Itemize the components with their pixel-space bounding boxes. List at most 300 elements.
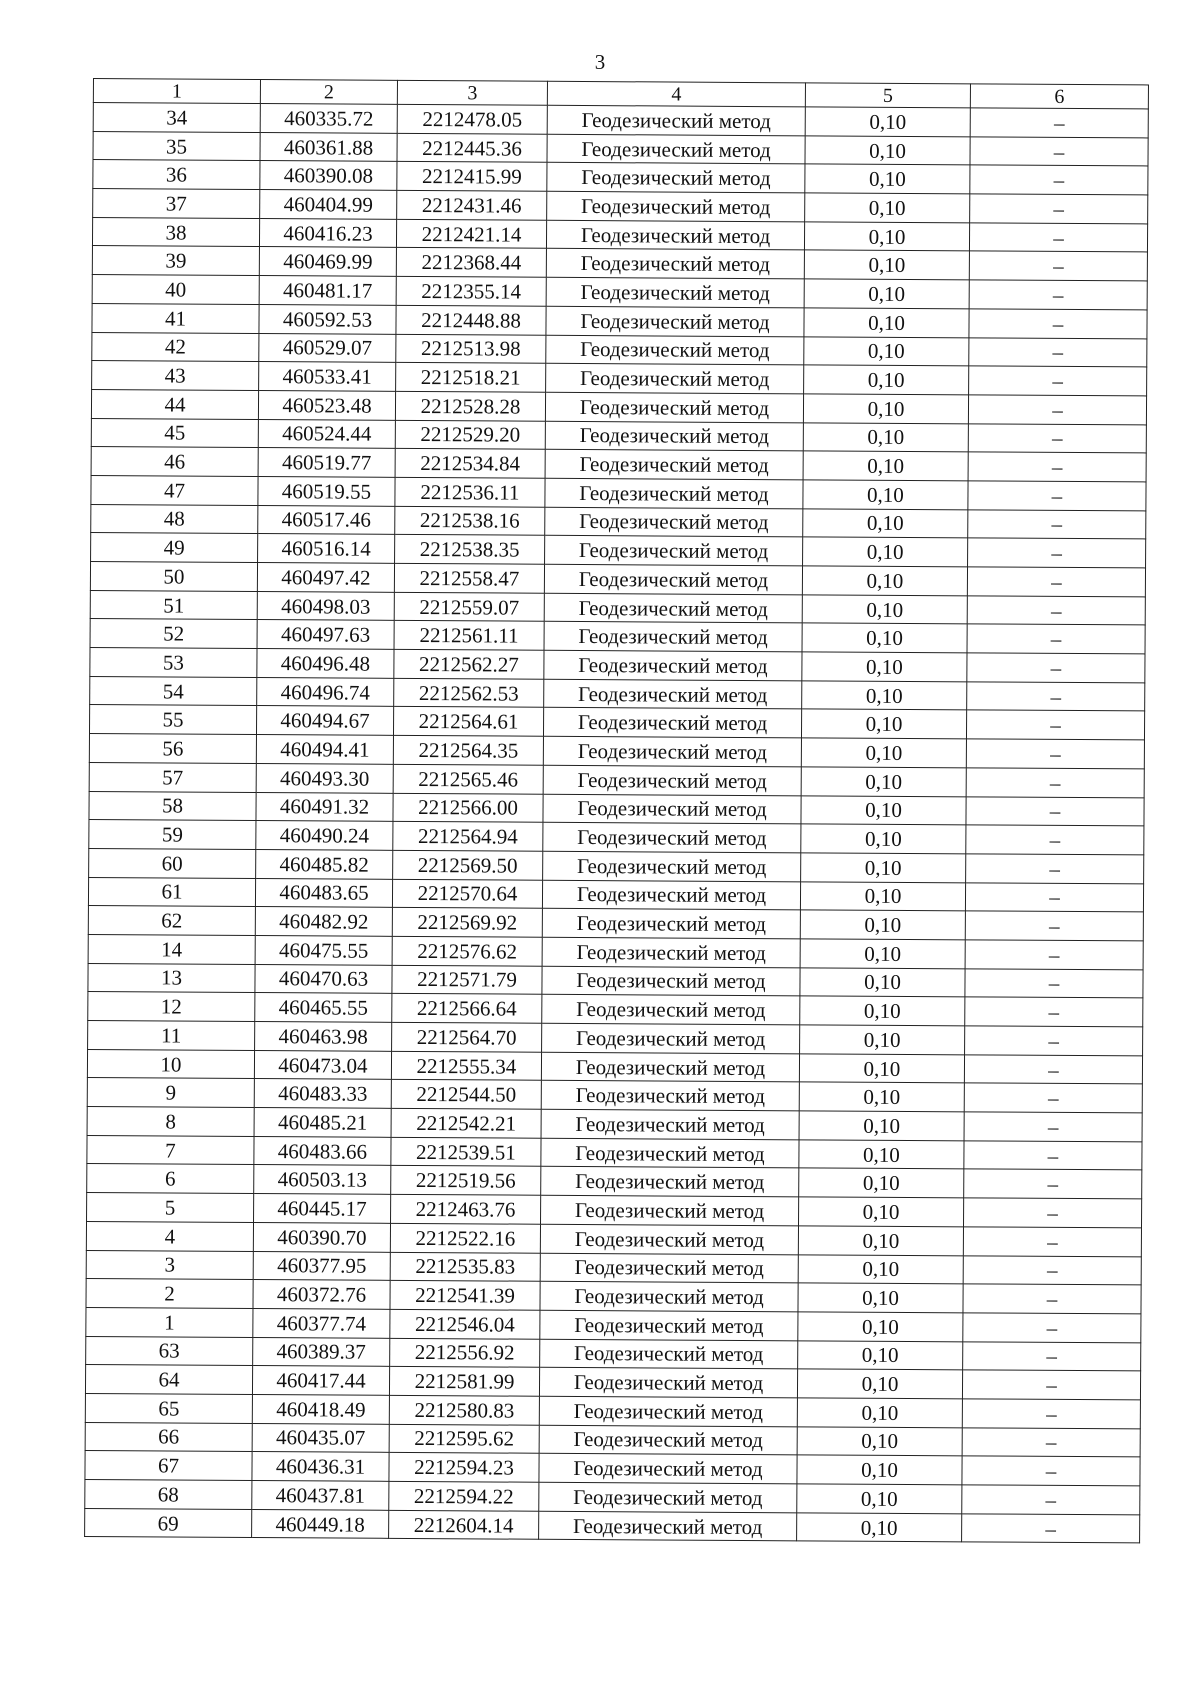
x-coordinate-cell: 460494.67 xyxy=(256,706,393,736)
y-coordinate-cell: 2212576.62 xyxy=(392,936,542,966)
accuracy-cell: 0,10 xyxy=(804,250,969,280)
note-cell: – xyxy=(968,509,1146,539)
method-cell: Геодезический метод xyxy=(544,622,802,652)
note-cell: – xyxy=(969,337,1147,367)
accuracy-cell: 0,10 xyxy=(803,451,968,481)
x-coordinate-cell: 460469.99 xyxy=(259,247,396,277)
accuracy-cell: 0,10 xyxy=(803,508,968,538)
note-cell: – xyxy=(969,366,1147,396)
x-coordinate-cell: 460416.23 xyxy=(259,218,396,248)
accuracy-cell: 0,10 xyxy=(803,422,968,452)
y-coordinate-cell: 2212564.70 xyxy=(392,1022,542,1052)
note-cell: – xyxy=(968,395,1146,425)
point-number-cell: 4 xyxy=(86,1221,253,1251)
method-cell: Геодезический метод xyxy=(543,708,801,738)
y-coordinate-cell: 2212355.14 xyxy=(396,276,546,306)
y-coordinate-cell: 2212565.46 xyxy=(393,764,543,794)
x-coordinate-cell: 460592.53 xyxy=(259,304,396,334)
x-coordinate-cell: 460516.14 xyxy=(258,534,395,564)
accuracy-cell: 0,10 xyxy=(801,824,966,854)
x-coordinate-cell: 460361.88 xyxy=(260,132,397,162)
y-coordinate-cell: 2212569.50 xyxy=(393,850,543,880)
note-cell: – xyxy=(966,825,1144,855)
accuracy-cell: 0,10 xyxy=(801,709,966,739)
x-coordinate-cell: 460473.04 xyxy=(254,1050,391,1080)
point-number-cell: 40 xyxy=(92,275,259,305)
note-cell: – xyxy=(963,1227,1141,1257)
coordinates-table xyxy=(84,78,1149,1544)
note-cell: – xyxy=(968,423,1146,453)
x-coordinate-cell: 460390.70 xyxy=(253,1222,390,1252)
method-cell: Геодезический метод xyxy=(539,1425,797,1455)
x-coordinate-cell: 460519.77 xyxy=(258,448,395,478)
note-cell: – xyxy=(962,1370,1140,1400)
x-coordinate-cell: 460436.31 xyxy=(252,1452,389,1482)
accuracy-cell: 0,10 xyxy=(801,738,966,768)
accuracy-cell: 0,10 xyxy=(805,136,970,166)
x-coordinate-cell: 460485.82 xyxy=(256,849,393,879)
x-coordinate-cell: 460418.49 xyxy=(252,1394,389,1424)
accuracy-cell: 0,10 xyxy=(800,996,965,1026)
note-cell: – xyxy=(967,624,1145,654)
method-cell: Геодезический метод xyxy=(545,392,803,422)
point-number-cell: 14 xyxy=(88,934,255,964)
accuracy-cell: 0,10 xyxy=(802,566,967,596)
note-cell: – xyxy=(962,1456,1140,1486)
point-number-cell: 36 xyxy=(93,160,260,190)
y-coordinate-cell: 2212536.11 xyxy=(395,477,545,507)
point-number-cell: 67 xyxy=(85,1451,252,1481)
y-coordinate-cell: 2212562.27 xyxy=(394,649,544,679)
method-cell: Геодезический метод xyxy=(542,880,800,910)
x-coordinate-cell: 460483.65 xyxy=(255,878,392,908)
point-number-cell: 41 xyxy=(92,303,259,333)
method-cell: Геодезический метод xyxy=(540,1310,798,1340)
x-coordinate-cell: 460445.17 xyxy=(254,1194,391,1224)
page-number: 3 xyxy=(594,50,606,74)
point-number-cell: 44 xyxy=(91,389,258,419)
accuracy-cell: 0,10 xyxy=(803,394,968,424)
y-coordinate-cell: 2212580.83 xyxy=(389,1395,539,1425)
x-coordinate-cell: 460498.03 xyxy=(257,591,394,621)
method-cell: Геодезический метод xyxy=(544,650,802,680)
x-coordinate-cell: 460463.98 xyxy=(255,1022,392,1052)
y-coordinate-cell: 2212534.84 xyxy=(395,449,545,479)
x-coordinate-cell: 460496.48 xyxy=(257,649,394,679)
accuracy-cell: 0,10 xyxy=(799,1054,964,1084)
note-cell: – xyxy=(964,1141,1142,1171)
accuracy-cell: 0,10 xyxy=(798,1226,963,1256)
x-coordinate-cell: 460483.33 xyxy=(254,1079,391,1109)
accuracy-cell: 0,10 xyxy=(801,853,966,883)
y-coordinate-cell: 2212478.05 xyxy=(397,104,547,134)
accuracy-cell: 0,10 xyxy=(805,164,970,194)
method-cell: Геодезический метод xyxy=(540,1339,798,1369)
y-coordinate-cell: 2212546.04 xyxy=(390,1309,540,1339)
point-number-cell: 42 xyxy=(92,332,259,362)
note-cell: – xyxy=(967,682,1145,712)
point-number-cell: 1 xyxy=(86,1307,253,1337)
point-number-cell: 58 xyxy=(89,791,256,821)
y-coordinate-cell: 2212544.50 xyxy=(391,1080,541,1110)
method-cell: Геодезический метод xyxy=(545,536,803,566)
note-cell: – xyxy=(966,854,1144,884)
point-number-cell: 47 xyxy=(91,475,258,505)
column-header: 3 xyxy=(397,80,547,105)
point-number-cell: 34 xyxy=(93,103,260,133)
y-coordinate-cell: 2212564.35 xyxy=(393,735,543,765)
point-number-cell: 56 xyxy=(89,734,256,764)
note-cell: – xyxy=(970,194,1148,224)
method-cell: Геодезический метод xyxy=(545,450,803,480)
note-cell: – xyxy=(969,223,1147,253)
accuracy-cell: 0,10 xyxy=(803,480,968,510)
y-coordinate-cell: 2212518.21 xyxy=(396,363,546,393)
x-coordinate-cell: 460497.42 xyxy=(257,563,394,593)
point-number-cell: 53 xyxy=(90,648,257,678)
y-coordinate-cell: 2212513.98 xyxy=(396,334,546,364)
point-number-cell: 11 xyxy=(88,1020,255,1050)
point-number-cell: 46 xyxy=(91,447,258,477)
x-coordinate-cell: 460389.37 xyxy=(253,1337,390,1367)
method-cell: Геодезический метод xyxy=(540,1281,798,1311)
method-cell: Геодезический метод xyxy=(547,134,805,164)
y-coordinate-cell: 2212581.99 xyxy=(389,1367,539,1397)
method-cell: Геодезический метод xyxy=(547,105,805,135)
y-coordinate-cell: 2212561.11 xyxy=(394,621,544,651)
method-cell: Геодезический метод xyxy=(546,306,804,336)
x-coordinate-cell: 460449.18 xyxy=(252,1509,389,1539)
note-cell: – xyxy=(963,1341,1141,1371)
point-number-cell: 50 xyxy=(90,561,257,591)
point-number-cell: 8 xyxy=(87,1107,254,1137)
accuracy-cell: 0,10 xyxy=(800,939,965,969)
accuracy-cell: 0,10 xyxy=(801,767,966,797)
y-coordinate-cell: 2212421.14 xyxy=(396,219,546,249)
x-coordinate-cell: 460524.44 xyxy=(258,419,395,449)
x-coordinate-cell: 460435.07 xyxy=(252,1423,389,1453)
accuracy-cell: 0,10 xyxy=(800,967,965,997)
note-cell: – xyxy=(963,1284,1141,1314)
note-cell: – xyxy=(968,481,1146,511)
accuracy-cell: 0,10 xyxy=(798,1312,963,1342)
x-coordinate-cell: 460517.46 xyxy=(258,505,395,535)
x-coordinate-cell: 460465.55 xyxy=(255,993,392,1023)
accuracy-cell: 0,10 xyxy=(804,336,969,366)
method-cell: Геодезический метод xyxy=(541,1109,799,1139)
method-cell: Геодезический метод xyxy=(541,1138,799,1168)
accuracy-cell: 0,10 xyxy=(797,1369,962,1399)
accuracy-cell: 0,10 xyxy=(799,1111,964,1141)
y-coordinate-cell: 2212594.22 xyxy=(389,1481,539,1511)
note-cell: – xyxy=(966,796,1144,826)
method-cell: Геодезический метод xyxy=(547,191,805,221)
method-cell: Геодезический метод xyxy=(542,937,800,967)
point-number-cell: 45 xyxy=(91,418,258,448)
note-cell: – xyxy=(965,1026,1143,1056)
note-cell: – xyxy=(967,653,1145,683)
note-cell: – xyxy=(968,452,1146,482)
note-cell: – xyxy=(962,1427,1140,1457)
point-number-cell: 5 xyxy=(87,1193,254,1223)
note-cell: – xyxy=(963,1255,1141,1285)
point-number-cell: 49 xyxy=(91,533,258,563)
point-number-cell: 6 xyxy=(87,1164,254,1194)
method-cell: Геодезический метод xyxy=(542,966,800,996)
accuracy-cell: 0,10 xyxy=(804,308,969,338)
point-number-cell: 63 xyxy=(86,1336,253,1366)
accuracy-cell: 0,10 xyxy=(800,1025,965,1055)
accuracy-cell: 0,10 xyxy=(800,910,965,940)
y-coordinate-cell: 2212594.23 xyxy=(389,1453,539,1483)
method-cell: Геодезический метод xyxy=(542,995,800,1025)
method-cell: Геодезический метод xyxy=(539,1368,797,1398)
x-coordinate-cell: 460523.48 xyxy=(258,390,395,420)
x-coordinate-cell: 460417.44 xyxy=(252,1366,389,1396)
x-coordinate-cell: 460335.72 xyxy=(260,104,397,134)
y-coordinate-cell: 2212529.20 xyxy=(395,420,545,450)
accuracy-cell: 0,10 xyxy=(798,1283,963,1313)
accuracy-cell: 0,10 xyxy=(803,537,968,567)
x-coordinate-cell: 460496.74 xyxy=(257,677,394,707)
y-coordinate-cell: 2212569.92 xyxy=(392,908,542,938)
note-cell: – xyxy=(964,1055,1142,1085)
point-number-cell: 51 xyxy=(90,590,257,620)
method-cell: Геодезический метод xyxy=(546,335,804,365)
note-cell: – xyxy=(965,997,1143,1027)
note-cell: – xyxy=(962,1485,1140,1515)
x-coordinate-cell: 460497.63 xyxy=(257,620,394,650)
x-coordinate-cell: 460533.41 xyxy=(259,362,396,392)
column-header: 6 xyxy=(970,84,1148,109)
y-coordinate-cell: 2212556.92 xyxy=(390,1338,540,1368)
x-coordinate-cell: 460437.81 xyxy=(252,1480,389,1510)
accuracy-cell: 0,10 xyxy=(802,681,967,711)
method-cell: Геодезический метод xyxy=(541,1052,799,1082)
x-coordinate-cell: 460490.24 xyxy=(256,821,393,851)
accuracy-cell: 0,10 xyxy=(804,365,969,395)
y-coordinate-cell: 2212571.79 xyxy=(392,965,542,995)
note-cell: – xyxy=(963,1198,1141,1228)
accuracy-cell: 0,10 xyxy=(799,1082,964,1112)
point-number-cell: 69 xyxy=(85,1508,252,1538)
point-number-cell: 7 xyxy=(87,1135,254,1165)
y-coordinate-cell: 2212566.64 xyxy=(392,994,542,1024)
method-cell: Геодезический метод xyxy=(543,794,801,824)
point-number-cell: 61 xyxy=(88,877,255,907)
column-header: 2 xyxy=(260,80,397,105)
method-cell: Геодезический метод xyxy=(540,1253,798,1283)
accuracy-cell: 0,10 xyxy=(802,652,967,682)
point-number-cell: 9 xyxy=(87,1078,254,1108)
x-coordinate-cell: 460390.08 xyxy=(260,161,397,191)
method-cell: Геодезический метод xyxy=(539,1454,797,1484)
accuracy-cell: 0,10 xyxy=(797,1513,962,1543)
x-coordinate-cell: 460519.55 xyxy=(258,476,395,506)
accuracy-cell: 0,10 xyxy=(800,881,965,911)
accuracy-cell: 0,10 xyxy=(801,795,966,825)
column-header: 1 xyxy=(93,79,260,104)
note-cell: – xyxy=(962,1399,1140,1429)
point-number-cell: 35 xyxy=(93,131,260,161)
method-cell: Геодезический метод xyxy=(546,277,804,307)
accuracy-cell: 0,10 xyxy=(798,1254,963,1284)
method-cell: Геодезический метод xyxy=(544,593,802,623)
x-coordinate-cell: 460485.21 xyxy=(254,1108,391,1138)
x-coordinate-cell: 460493.30 xyxy=(256,763,393,793)
y-coordinate-cell: 2212445.36 xyxy=(397,133,547,163)
x-coordinate-cell: 460481.17 xyxy=(259,276,396,306)
accuracy-cell: 0,10 xyxy=(802,623,967,653)
method-cell: Геодезический метод xyxy=(545,421,803,451)
note-cell: – xyxy=(965,882,1143,912)
note-cell: – xyxy=(966,768,1144,798)
method-cell: Геодезический метод xyxy=(543,736,801,766)
note-cell: – xyxy=(966,710,1144,740)
note-cell: – xyxy=(970,108,1148,138)
x-coordinate-cell: 460475.55 xyxy=(255,935,392,965)
note-cell: – xyxy=(962,1514,1140,1544)
x-coordinate-cell: 460483.66 xyxy=(254,1136,391,1166)
x-coordinate-cell: 460482.92 xyxy=(255,907,392,937)
y-coordinate-cell: 2212542.21 xyxy=(391,1108,541,1138)
note-cell: – xyxy=(965,911,1143,941)
point-number-cell: 55 xyxy=(89,705,256,735)
point-number-cell: 39 xyxy=(92,246,259,276)
accuracy-cell: 0,10 xyxy=(797,1398,962,1428)
point-number-cell: 54 xyxy=(90,676,257,706)
x-coordinate-cell: 460503.13 xyxy=(254,1165,391,1195)
column-header: 4 xyxy=(547,81,805,107)
x-coordinate-cell: 460404.99 xyxy=(260,190,397,220)
point-number-cell: 57 xyxy=(89,762,256,792)
y-coordinate-cell: 2212570.64 xyxy=(392,879,542,909)
point-number-cell: 62 xyxy=(88,906,255,936)
y-coordinate-cell: 2212558.47 xyxy=(394,563,544,593)
point-number-cell: 38 xyxy=(92,217,259,247)
y-coordinate-cell: 2212562.53 xyxy=(394,678,544,708)
method-cell: Геодезический метод xyxy=(543,822,801,852)
x-coordinate-cell: 460377.74 xyxy=(253,1308,390,1338)
point-number-cell: 2 xyxy=(86,1279,253,1309)
y-coordinate-cell: 2212463.76 xyxy=(391,1194,541,1224)
y-coordinate-cell: 2212368.44 xyxy=(396,248,546,278)
note-cell: – xyxy=(964,1083,1142,1113)
method-cell: Геодезический метод xyxy=(546,249,804,279)
note-cell: – xyxy=(964,1112,1142,1142)
note-cell: – xyxy=(967,596,1145,626)
x-coordinate-cell: 460377.95 xyxy=(253,1251,390,1281)
point-number-cell: 13 xyxy=(88,963,255,993)
accuracy-cell: 0,10 xyxy=(797,1426,962,1456)
point-number-cell: 60 xyxy=(89,848,256,878)
y-coordinate-cell: 2212555.34 xyxy=(391,1051,541,1081)
y-coordinate-cell: 2212519.56 xyxy=(391,1166,541,1196)
point-number-cell: 59 xyxy=(89,820,256,850)
method-cell: Геодезический метод xyxy=(544,564,802,594)
accuracy-cell: 0,10 xyxy=(805,107,970,137)
note-cell: – xyxy=(963,1313,1141,1343)
note-cell: – xyxy=(969,309,1147,339)
point-number-cell: 43 xyxy=(92,361,259,391)
method-cell: Геодезический метод xyxy=(545,507,803,537)
point-number-cell: 68 xyxy=(85,1479,252,1509)
accuracy-cell: 0,10 xyxy=(805,193,970,223)
y-coordinate-cell: 2212541.39 xyxy=(390,1281,540,1311)
x-coordinate-cell: 460491.32 xyxy=(256,792,393,822)
note-cell: – xyxy=(969,251,1147,281)
accuracy-cell: 0,10 xyxy=(804,279,969,309)
method-cell: Геодезический метод xyxy=(545,478,803,508)
y-coordinate-cell: 2212538.35 xyxy=(395,535,545,565)
y-coordinate-cell: 2212539.51 xyxy=(391,1137,541,1167)
point-number-cell: 37 xyxy=(93,189,260,219)
x-coordinate-cell: 460529.07 xyxy=(259,333,396,363)
method-cell: Геодезический метод xyxy=(541,1167,799,1197)
note-cell: – xyxy=(966,739,1144,769)
note-cell: – xyxy=(965,968,1143,998)
method-cell: Геодезический метод xyxy=(541,1081,799,1111)
note-cell: – xyxy=(969,280,1147,310)
y-coordinate-cell: 2212522.16 xyxy=(390,1223,540,1253)
note-cell: – xyxy=(964,1169,1142,1199)
y-coordinate-cell: 2212564.94 xyxy=(393,822,543,852)
x-coordinate-cell: 460372.76 xyxy=(253,1280,390,1310)
method-cell: Геодезический метод xyxy=(539,1396,797,1426)
method-cell: Геодезический метод xyxy=(542,1023,800,1053)
accuracy-cell: 0,10 xyxy=(799,1140,964,1170)
accuracy-cell: 0,10 xyxy=(798,1340,963,1370)
y-coordinate-cell: 2212415.99 xyxy=(397,162,547,192)
note-cell: – xyxy=(970,137,1148,167)
method-cell: Геодезический метод xyxy=(542,909,800,939)
accuracy-cell: 0,10 xyxy=(797,1455,962,1485)
x-coordinate-cell: 460470.63 xyxy=(255,964,392,994)
note-cell: – xyxy=(970,165,1148,195)
y-coordinate-cell: 2212538.16 xyxy=(395,506,545,536)
point-number-cell: 66 xyxy=(85,1422,252,1452)
method-cell: Геодезический метод xyxy=(539,1482,797,1512)
method-cell: Геодезический метод xyxy=(544,679,802,709)
y-coordinate-cell: 2212431.46 xyxy=(397,190,547,220)
y-coordinate-cell: 2212448.88 xyxy=(396,305,546,335)
table-row xyxy=(85,1508,1140,1543)
accuracy-cell: 0,10 xyxy=(804,222,969,252)
column-header: 5 xyxy=(805,83,970,108)
method-cell: Геодезический метод xyxy=(546,363,804,393)
method-cell: Геодезический метод xyxy=(546,220,804,250)
note-cell: – xyxy=(967,567,1145,597)
point-number-cell: 12 xyxy=(88,992,255,1022)
accuracy-cell: 0,10 xyxy=(799,1168,964,1198)
accuracy-cell: 0,10 xyxy=(802,595,967,625)
y-coordinate-cell: 2212566.00 xyxy=(393,793,543,823)
y-coordinate-cell: 2212535.83 xyxy=(390,1252,540,1282)
y-coordinate-cell: 2212564.61 xyxy=(393,707,543,737)
method-cell: Геодезический метод xyxy=(541,1195,799,1225)
method-cell: Геодезический метод xyxy=(540,1224,798,1254)
y-coordinate-cell: 2212604.14 xyxy=(389,1510,539,1540)
point-number-cell: 48 xyxy=(91,504,258,534)
point-number-cell: 52 xyxy=(90,619,257,649)
point-number-cell: 10 xyxy=(87,1049,254,1079)
point-number-cell: 65 xyxy=(85,1393,252,1423)
table-body xyxy=(85,79,1149,1544)
method-cell: Геодезический метод xyxy=(543,851,801,881)
point-number-cell: 3 xyxy=(86,1250,253,1280)
method-cell: Геодезический метод xyxy=(539,1511,797,1541)
y-coordinate-cell: 2212559.07 xyxy=(394,592,544,622)
